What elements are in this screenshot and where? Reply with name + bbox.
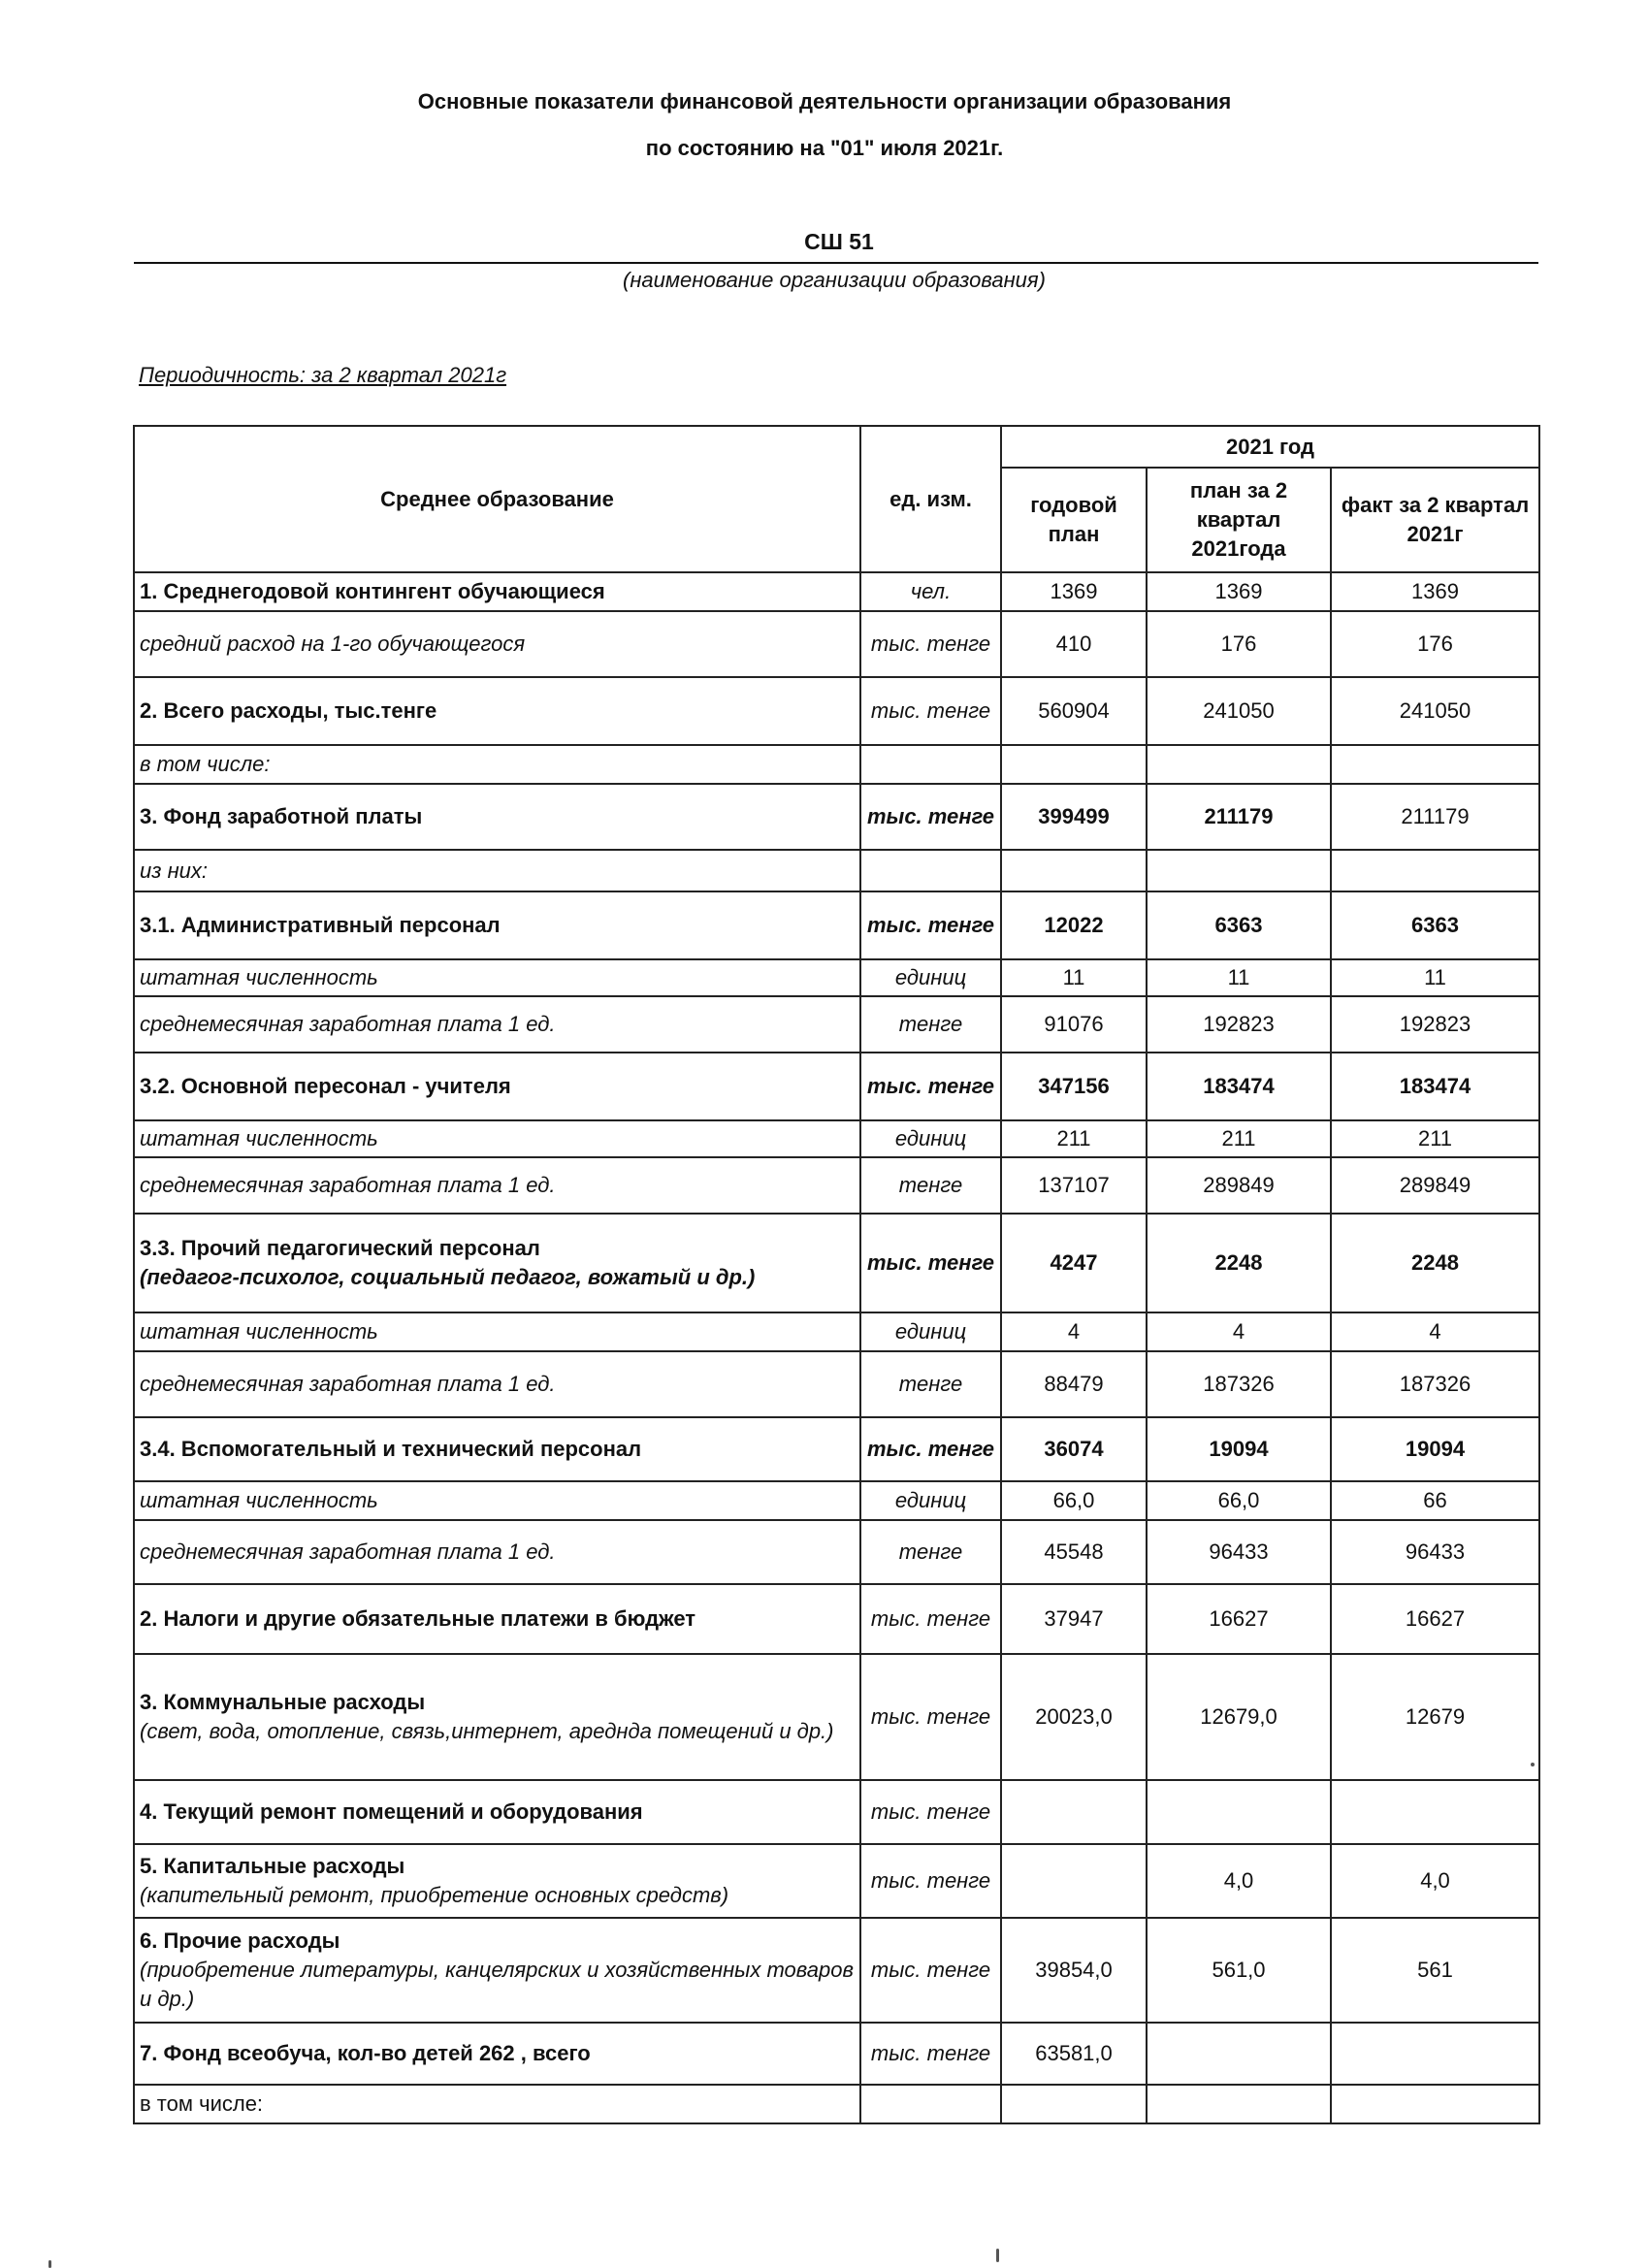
row-label	[134, 2085, 860, 2123]
row-value-plan: 561,0	[1147, 1918, 1331, 2023]
row-label-text: штатная численность	[140, 1319, 378, 1345]
row-sublabel-text: (свет, вода, отопление, связь,интернет, ареднда помещений и др.)	[140, 1719, 834, 1743]
row-label-text: 7. Фонд всеобуча, кол-во детей 262 , всего	[140, 2041, 591, 2066]
row-label-text: 5. Капитальные расходы	[140, 1854, 405, 1879]
row-label-text: 6. Прочие расходы	[140, 1928, 340, 1954]
row-value-fact	[1331, 2023, 1539, 2085]
row-label	[134, 1157, 860, 1214]
table-row	[134, 572, 1539, 611]
row-unit: тыс. тенге	[860, 611, 1001, 677]
row-label	[134, 959, 860, 996]
row-value-fact: 192823	[1331, 996, 1539, 1053]
table-row	[134, 784, 1539, 850]
row-value-fact: 289849	[1331, 1157, 1539, 1214]
row-value-annual: 36074	[1001, 1417, 1147, 1481]
table-row	[134, 996, 1539, 1053]
row-value-annual: 410	[1001, 611, 1147, 677]
row-unit: единиц	[860, 959, 1001, 996]
row-unit: тенге	[860, 1351, 1001, 1417]
row-unit: тыс. тенге	[860, 677, 1001, 745]
row-label-text: средний расход на 1-го обучающегося	[140, 632, 526, 657]
header-year: 2021 год	[1001, 426, 1539, 468]
row-value-annual: 11	[1001, 959, 1147, 996]
table-row	[134, 891, 1539, 959]
row-value-plan: 211179	[1147, 784, 1331, 850]
row-label-text: в том числе:	[140, 752, 271, 777]
row-label-text: среднемесячная заработная плата 1 ед.	[140, 1372, 556, 1397]
row-unit: тыс. тенге	[860, 2023, 1001, 2085]
row-value-plan: 176	[1147, 611, 1331, 677]
row-value-fact: 4,0	[1331, 1844, 1539, 1918]
row-label-text: 4. Текущий ремонт помещений и оборудования	[140, 1799, 643, 1825]
scan-speck	[48, 2260, 51, 2268]
row-label	[134, 784, 860, 850]
document-title: Основные показатели финансовой деятельности организации образования	[417, 89, 1232, 113]
scan-speck	[1531, 1763, 1535, 1766]
row-label	[134, 1520, 860, 1584]
row-value-annual: 39854,0	[1001, 1918, 1147, 2023]
table-row	[134, 1053, 1539, 1120]
row-label-text: 3.2. Основной пересонал - учителя	[140, 1074, 511, 1099]
row-value-fact: 211	[1331, 1120, 1539, 1157]
row-value-fact: 12679	[1331, 1654, 1539, 1780]
row-label	[134, 1312, 860, 1351]
table-row	[134, 1654, 1539, 1780]
row-value-annual	[1001, 745, 1147, 784]
row-value-fact: 4	[1331, 1312, 1539, 1351]
row-value-plan: 96433	[1147, 1520, 1331, 1584]
row-label-text: штатная численность	[140, 965, 378, 990]
row-value-annual	[1001, 1780, 1147, 1844]
row-value-plan: 289849	[1147, 1157, 1331, 1214]
row-value-plan	[1147, 745, 1331, 784]
row-label	[134, 1918, 860, 2023]
row-value-plan: 192823	[1147, 996, 1331, 1053]
row-unit: тыс. тенге	[860, 1417, 1001, 1481]
row-label	[134, 2023, 860, 2085]
header-fact-q2: факт за 2 квартал 2021г	[1331, 468, 1539, 572]
row-value-annual: 37947	[1001, 1584, 1147, 1654]
row-value-fact	[1331, 2085, 1539, 2123]
table-row	[134, 2023, 1539, 2085]
row-value-annual: 12022	[1001, 891, 1147, 959]
row-value-annual: 347156	[1001, 1053, 1147, 1120]
table-row	[134, 1157, 1539, 1214]
row-value-fact: 16627	[1331, 1584, 1539, 1654]
row-value-annual	[1001, 1844, 1147, 1918]
row-value-fact: 66	[1331, 1481, 1539, 1520]
row-unit: тыс. тенге	[860, 1053, 1001, 1120]
table-row	[134, 611, 1539, 677]
row-unit: тыс. тенге	[860, 891, 1001, 959]
row-unit	[860, 745, 1001, 784]
header-plan-q2: план за 2 квартал 2021года	[1147, 468, 1331, 572]
row-label-text: среднемесячная заработная плата 1 ед.	[140, 1012, 556, 1037]
periodicity: Периодичность: за 2 квартал 2021г	[139, 363, 507, 387]
table-row	[134, 850, 1539, 891]
row-value-fact: 1369	[1331, 572, 1539, 611]
row-value-fact: 11	[1331, 959, 1539, 996]
table-row	[134, 2085, 1539, 2123]
row-unit: тыс. тенге	[860, 1214, 1001, 1312]
row-label-text: 3.3. Прочий педагогический персонал	[140, 1236, 540, 1261]
row-value-annual: 4	[1001, 1312, 1147, 1351]
row-label	[134, 1214, 860, 1312]
row-label-text: 3. Фонд заработной платы	[140, 804, 423, 829]
organization-underline	[134, 262, 1538, 264]
row-unit: единиц	[860, 1312, 1001, 1351]
row-label-text: штатная численность	[140, 1126, 378, 1151]
row-unit: тыс. тенге	[860, 1844, 1001, 1918]
row-label	[134, 850, 860, 891]
row-value-fact: 96433	[1331, 1520, 1539, 1584]
table-row	[134, 1312, 1539, 1351]
row-unit: чел.	[860, 572, 1001, 611]
row-label-text: 3. Коммунальные расходы	[140, 1690, 426, 1715]
row-value-fact	[1331, 1780, 1539, 1844]
row-label	[134, 1417, 860, 1481]
row-value-plan: 4,0	[1147, 1844, 1331, 1918]
row-label-text: в том числе:	[140, 2091, 264, 2117]
financial-indicators-table	[133, 425, 1540, 2124]
row-unit: тыс. тенге	[860, 1780, 1001, 1844]
row-label-text: 2. Всего расходы, тыс.тенге	[140, 698, 437, 724]
row-value-fact: 561	[1331, 1918, 1539, 2023]
row-value-fact	[1331, 745, 1539, 784]
row-unit: тыс. тенге	[860, 1584, 1001, 1654]
row-label-text: штатная численность	[140, 1488, 378, 1513]
row-label-text: 3.1. Административный персонал	[140, 913, 501, 938]
table-row	[134, 1481, 1539, 1520]
row-value-plan: 11	[1147, 959, 1331, 996]
row-unit: единиц	[860, 1481, 1001, 1520]
row-label-text: среднемесячная заработная плата 1 ед.	[140, 1539, 556, 1565]
row-sublabel-text: (приобретение литературы, канцелярских и хозяйственных товаров и др.)	[140, 1958, 854, 2011]
table-row	[134, 959, 1539, 996]
row-value-fact: 176	[1331, 611, 1539, 677]
row-unit: тыс. тенге	[860, 1918, 1001, 2023]
row-value-annual: 399499	[1001, 784, 1147, 850]
row-sublabel-text: (педагог-психолог, социальный педагог, вожатый и др.)	[140, 1265, 756, 1289]
row-label	[134, 1120, 860, 1157]
row-value-fact: 187326	[1331, 1351, 1539, 1417]
table-row	[134, 1351, 1539, 1417]
row-value-annual: 63581,0	[1001, 2023, 1147, 2085]
row-value-plan: 2248	[1147, 1214, 1331, 1312]
row-value-fact: 241050	[1331, 677, 1539, 745]
row-label-text: 1. Среднегодовой контингент обучающиеся	[140, 579, 605, 604]
row-value-annual	[1001, 850, 1147, 891]
row-label	[134, 996, 860, 1053]
row-label	[134, 1780, 860, 1844]
row-value-plan: 1369	[1147, 572, 1331, 611]
row-label	[134, 1584, 860, 1654]
header-unit: ед. изм.	[860, 426, 1001, 572]
row-unit	[860, 2085, 1001, 2123]
row-label	[134, 677, 860, 745]
row-value-annual: 4247	[1001, 1214, 1147, 1312]
row-value-fact: 2248	[1331, 1214, 1539, 1312]
row-value-plan: 66,0	[1147, 1481, 1331, 1520]
row-value-annual: 88479	[1001, 1351, 1147, 1417]
row-sublabel-text: (капительный ремонт, приобретение основных средств)	[140, 1883, 729, 1907]
row-unit	[860, 850, 1001, 891]
organization-name: СШ 51	[804, 229, 874, 254]
header-name: Среднее образование	[134, 426, 860, 572]
row-value-fact: 183474	[1331, 1053, 1539, 1120]
row-label-text: среднемесячная заработная плата 1 ед.	[140, 1173, 556, 1198]
row-value-annual: 1369	[1001, 572, 1147, 611]
table-row	[134, 1520, 1539, 1584]
row-value-plan	[1147, 2023, 1331, 2085]
row-value-annual: 211	[1001, 1120, 1147, 1157]
table-row	[134, 677, 1539, 745]
row-value-annual: 66,0	[1001, 1481, 1147, 1520]
row-label	[134, 745, 860, 784]
row-value-annual: 560904	[1001, 677, 1147, 745]
row-value-fact: 211179	[1331, 784, 1539, 850]
row-label	[134, 572, 860, 611]
row-label-text: 2. Налоги и другие обязательные платежи в бюджет	[140, 1606, 696, 1632]
row-value-plan: 16627	[1147, 1584, 1331, 1654]
table-row	[134, 745, 1539, 784]
row-value-plan: 12679,0	[1147, 1654, 1331, 1780]
table-row	[134, 1214, 1539, 1312]
row-value-plan	[1147, 2085, 1331, 2123]
row-value-fact: 19094	[1331, 1417, 1539, 1481]
row-value-annual: 91076	[1001, 996, 1147, 1053]
row-unit: тенге	[860, 1520, 1001, 1584]
row-unit: тыс. тенге	[860, 1654, 1001, 1780]
row-label-text: из них:	[140, 858, 209, 883]
scan-speck	[996, 2249, 999, 2262]
row-value-plan: 187326	[1147, 1351, 1331, 1417]
row-value-plan: 19094	[1147, 1417, 1331, 1481]
table-row	[134, 1780, 1539, 1844]
row-value-annual: 137107	[1001, 1157, 1147, 1214]
document-date: по состоянию на "01" июля 2021г.	[645, 136, 1004, 160]
row-value-annual: 45548	[1001, 1520, 1147, 1584]
row-value-fact: 6363	[1331, 891, 1539, 959]
table-row	[134, 1584, 1539, 1654]
row-value-annual	[1001, 2085, 1147, 2123]
row-value-plan: 183474	[1147, 1053, 1331, 1120]
row-value-fact	[1331, 850, 1539, 891]
row-value-plan	[1147, 1780, 1331, 1844]
organization-caption: (наименование организации образования)	[623, 268, 1046, 292]
row-value-annual: 20023,0	[1001, 1654, 1147, 1780]
row-label-text: 3.4. Вспомогательный и технический персонал	[140, 1437, 642, 1462]
row-label	[134, 1351, 860, 1417]
row-value-plan	[1147, 850, 1331, 891]
table-row	[134, 1120, 1539, 1157]
row-unit: единиц	[860, 1120, 1001, 1157]
row-label	[134, 891, 860, 959]
row-value-plan: 6363	[1147, 891, 1331, 959]
row-label	[134, 1481, 860, 1520]
row-label	[134, 611, 860, 677]
row-label	[134, 1844, 860, 1918]
table-row	[134, 1417, 1539, 1481]
row-unit: тенге	[860, 1157, 1001, 1214]
row-value-plan: 4	[1147, 1312, 1331, 1351]
header-annual-plan: годовой план	[1001, 468, 1147, 572]
row-label	[134, 1654, 860, 1780]
row-value-plan: 211	[1147, 1120, 1331, 1157]
table-row	[134, 1844, 1539, 1918]
row-unit: тыс. тенге	[860, 784, 1001, 850]
row-unit: тенге	[860, 996, 1001, 1053]
row-label	[134, 1053, 860, 1120]
row-value-plan: 241050	[1147, 677, 1331, 745]
table-row	[134, 1918, 1539, 2023]
